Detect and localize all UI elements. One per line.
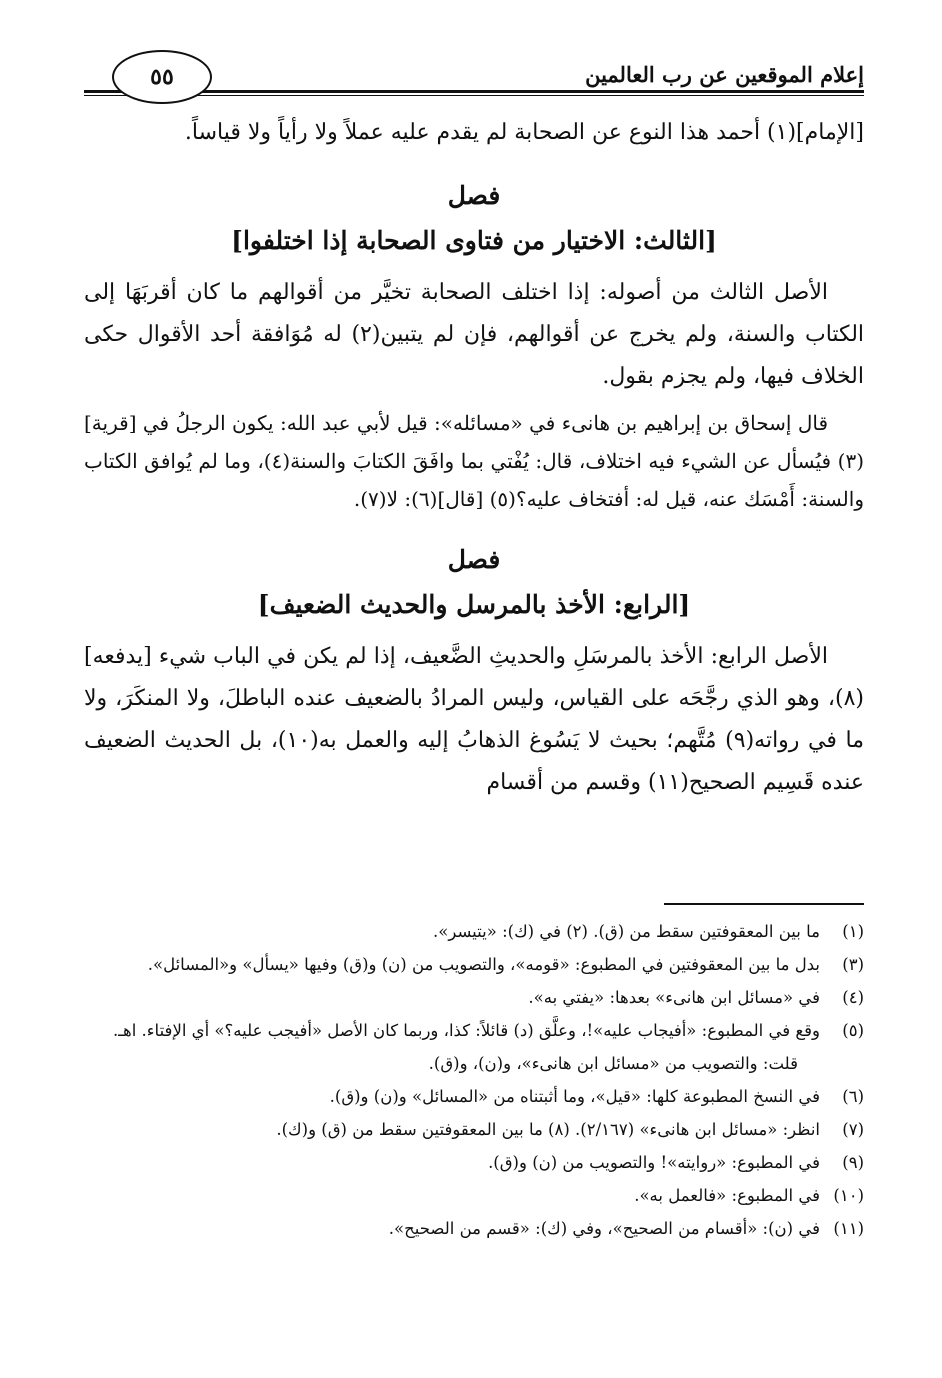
footnote-text: في النسخ المطبوعة كلها: «قيل»، وما أثبتناه من «المسائل» و(ن) و(ق).	[329, 1087, 820, 1106]
footnote	[84, 984, 864, 1011]
footnote-text: بدل ما بين المعقوفتين في المطبوع: «قومه»، والتصويب من (ن) و(ق) وفيها «يسأل» و«المسائل».	[147, 955, 820, 974]
footnote-text: في «مسائل ابن هانىء» بعدها: «يفتي به».	[528, 988, 820, 1007]
section-heading-fourth: [الرابع: الأخذ بالمرسل والحديث الضعيف]	[257, 590, 691, 619]
paragraph-2: الأصل الثالث من أصوله: إذا اختلف الصحابة تخيَّر من أقوالهم ما كان أقربَهَا إلى الكتاب والسنة، ولم يخرج عن أقوالهم، فإن لم يتبين(٢) له مُوَافقة أحد الأقوال حكى الخلاف فيها، ولم يجزم بقول.	[84, 280, 865, 389]
section-heading-third: [الثالث: الاختيار من فتاوى الصحابة إذا اختلفوا]	[231, 226, 717, 255]
header-rule-thin	[84, 95, 864, 96]
footnote	[84, 918, 864, 945]
footnote	[84, 1083, 864, 1110]
section-label-fasl-1: فصل	[447, 181, 501, 210]
footnote	[84, 1215, 864, 1242]
footnote-number: (١٠)	[833, 1186, 864, 1205]
footnote-continuation: قلت: والتصويب من «مسائل ابن هانىء»، و(ن)، و(ق).	[428, 1054, 798, 1073]
footnote-number: (٦)	[842, 1087, 864, 1106]
footnote-number: (٩)	[842, 1153, 864, 1172]
footnote-number: (١)	[842, 922, 864, 941]
footnote-separator	[664, 903, 864, 905]
footnote-number: (٣)	[842, 955, 864, 974]
footnote-text: في المطبوع: «روايته»! والتصويب من (ن) و(ق).	[488, 1153, 820, 1172]
footnote	[84, 951, 864, 978]
footnote-number: (٧)	[842, 1120, 864, 1139]
footnote-text: انظر: «مسائل ابن هانىء» (٢/١٦٧). (٨) ما بين المعقوفتين سقط من (ق) و(ك).	[276, 1120, 820, 1139]
paragraph-1: [الإمام](١) أحمد هذا النوع عن الصحابة لم يقدم عليه عملاً ولا رأياً ولا قياساً.	[184, 120, 864, 145]
footnote	[84, 1116, 864, 1143]
main-text	[84, 112, 864, 804]
footnote	[84, 1149, 864, 1176]
footnote-text: وقع في المطبوع: «أفيجاب عليه»!، وعلَّق (د) قائلاً: كذا، وربما كان الأصل «أفيجب عليه؟» أي الإفتاء. اهـ.	[112, 1021, 820, 1040]
section-label-fasl-2: فصل	[447, 545, 501, 574]
footnote-text: في المطبوع: «فالعمل به».	[634, 1186, 820, 1205]
footnote-text: في (ن): «أقسام من الصحيح»، وفي (ك): «قسم من الصحيح».	[388, 1219, 820, 1238]
footnotes	[84, 918, 864, 1248]
footnote-number: (٥)	[842, 1021, 864, 1040]
page-number-badge: ٥٥	[112, 50, 212, 104]
paragraph-4: الأصل الرابع: الأخذ بالمرسَلِ والحديثِ الضَّعيف، إذا لم يكن في الباب شيء [يدفعه](٨)، وهو الذي رجَّحَه على القياس، وليس المرادُ بالضعيف عنده الباطلَ، ولا المنكَرَ، ولا ما في رواته(٩) مُتَّهم؛ بحيث لا يَسُوغ الذهابُ إليه والعمل به(١٠)، بل الحديث الضعيف عنده قَسِيم الصحيح(١١) وقسم من أقسام	[84, 644, 864, 795]
footnote	[84, 1182, 864, 1209]
footnote-number: (٤)	[842, 988, 864, 1007]
book-title: إعلام الموقعين عن رب العالمين	[585, 62, 864, 87]
footnote-text: ما بين المعقوفتين سقط من (ق). (٢) في (ك): «يتيسر».	[433, 922, 820, 941]
footnote-number: (١١)	[833, 1219, 864, 1238]
paragraph-3: قال إسحاق بن إبراهيم بن هانىء في «مسائله»: قيل لأبي عبد الله: يكون الرجلُ في [قرية](٣) فيُسأل عن الشيء فيه اختلاف، قال: يُفْتي بما وافَقَ الكتابَ والسنة(٤)، وما لم يُوافق الكتاب والسنة: أَمْسَك عنه، قيل له: أفتخاف عليه؟(٥) [قال](٦): لا(٧).	[84, 411, 864, 511]
page-header	[84, 52, 864, 98]
footnote	[84, 1017, 864, 1044]
